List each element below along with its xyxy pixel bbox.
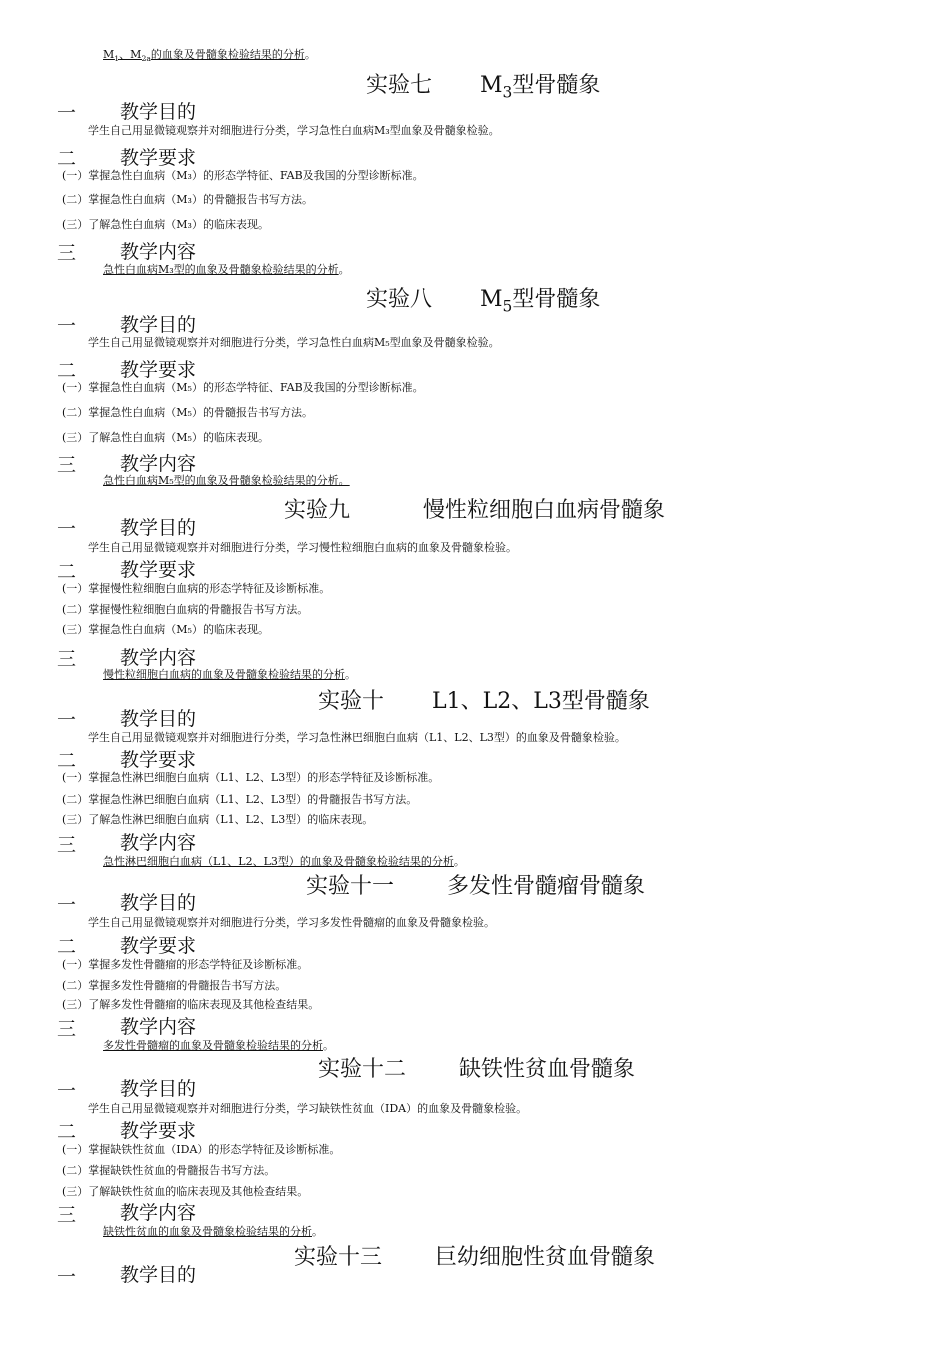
requirement-item: (一）掌握缺铁性贫血（IDA）的形态学特征及诊断标准。 [62,1143,341,1156]
section-number: 一 [57,1080,77,1102]
requirements-heading: 教学要求 [120,147,197,169]
section-number: 三 [57,454,77,476]
section-number: 三 [57,834,77,856]
objective-text: 学生自己用显微镜观察并对细胞进行分类，学习急性白血病M₃型血象及骨髓象检验。 [88,124,500,137]
requirements-heading: 教学要求 [120,359,197,381]
content-heading: 教学内容 [120,241,197,263]
content-text: 多发性骨髓瘤的血象及骨髓象检验结果的分析。 [103,1039,334,1052]
content-heading: 教学内容 [120,832,197,854]
content-text: 慢性粒细胞白血病的血象及骨髓象检验结果的分析。 [103,668,356,681]
section-number: 二 [57,561,77,583]
content-text: 急性白血病M₅型的血象及骨髓象检验结果的分析。 [103,474,350,487]
section-number: 一 [57,102,77,124]
requirement-item: (二）掌握多发性骨髓瘤的骨髓报告书写方法。 [62,979,287,992]
section-number: 一 [57,1266,77,1288]
section-number: 一 [57,518,77,540]
objective-heading: 教学目的 [120,517,197,539]
objective-text: 学生自己用显微镜观察并对细胞进行分类，学习慢性粒细胞白血病的血象及骨髓象检验。 [88,541,517,554]
requirement-item: (二）掌握急性白血病（M₅）的骨髓报告书写方法。 [62,406,313,419]
requirement-item: (三）了解急性白血病（M₃）的临床表现。 [62,218,269,231]
section-number: 三 [57,648,77,670]
content-heading: 教学内容 [120,647,197,669]
requirement-item: (二）掌握急性白血病（M₃）的骨髓报告书写方法。 [62,193,313,206]
content-text: 急性白血病M₃型的血象及骨髓象检验结果的分析。 [103,263,350,276]
section-number: 二 [57,148,77,170]
requirement-item: (三）了解急性白血病（M₅）的临床表现。 [62,431,269,444]
section-number: 二 [57,1121,77,1143]
content-heading: 教学内容 [120,1016,197,1038]
content-heading: 教学内容 [120,453,197,475]
objective-heading: 教学目的 [120,892,197,914]
objective-heading: 教学目的 [120,314,197,336]
requirement-item: (二）掌握慢性粒细胞白血病的骨髓报告书写方法。 [62,603,309,616]
requirement-item: (二）掌握急性淋巴细胞白血病（L1、L2、L3型）的骨髓报告书写方法。 [62,793,418,806]
section-number: 三 [57,1018,77,1040]
content-text: 缺铁性贫血的血象及骨髓象检验结果的分析。 [103,1225,323,1238]
requirement-item: (三）了解多发性骨髓瘤的临床表现及其他检查结果。 [62,998,320,1011]
requirement-item: (三）掌握急性白血病（M₅）的临床表现。 [62,623,269,636]
objective-text: 学生自己用显微镜观察并对细胞进行分类，学习急性白血病M₅型血象及骨髓象检验。 [88,336,500,349]
requirements-heading: 教学要求 [120,559,197,581]
objective-heading: 教学目的 [120,1264,197,1286]
requirements-heading: 教学要求 [120,749,197,771]
requirements-heading: 教学要求 [120,1120,197,1142]
section-number: 三 [57,242,77,264]
objective-heading: 教学目的 [120,1078,197,1100]
section-number: 一 [57,315,77,337]
requirements-heading: 教学要求 [120,935,197,957]
objective-text: 学生自己用显微镜观察并对细胞进行分类，学习多发性骨髓瘤的血象及骨髓象检验。 [88,916,495,929]
section-number: 三 [57,1204,77,1226]
objective-text: 学生自己用显微镜观察并对细胞进行分类，学习缺铁性贫血（IDA）的血象及骨髓象检验。 [88,1102,528,1115]
requirement-item: (三）了解急性淋巴细胞白血病（L1、L2、L3型）的临床表现。 [62,813,374,826]
requirement-item: (一）掌握慢性粒细胞白血病的形态学特征及诊断标准。 [62,582,331,595]
content-text: 急性淋巴细胞白血病（L1、L2、L3型）的血象及骨髓象检验结果的分析。 [103,855,465,868]
objective-heading: 教学目的 [120,101,197,123]
carryover-line: $M_1$、$M_{2a}$的血象及骨髓象检验结果的分析。 [103,48,316,64]
objective-heading: 教学目的 [120,708,197,730]
section-number: 二 [57,360,77,382]
requirement-item: (一）掌握急性白血病（M₅）的形态学特征、FAB及我国的分型诊断标准。 [62,381,424,394]
section-number: 二 [57,750,77,772]
section-number: 一 [57,894,77,916]
requirement-item: (一）掌握急性白血病（M₃）的形态学特征、FAB及我国的分型诊断标准。 [62,169,424,182]
requirement-item: (一）掌握急性淋巴细胞白血病（L1、L2、L3型）的形态学特征及诊断标准。 [62,771,440,784]
section-number: 二 [57,936,77,958]
objective-text: 学生自己用显微镜观察并对细胞进行分类，学习急性淋巴细胞白血病（L1、L2、L3型）的血象及骨髓象检验。 [88,731,626,744]
requirement-item: (一）掌握多发性骨髓瘤的形态学特征及诊断标准。 [62,958,309,971]
content-heading: 教学内容 [120,1202,197,1224]
requirement-item: (三）了解缺铁性贫血的临床表现及其他检查结果。 [62,1185,309,1198]
requirement-item: (二）掌握缺铁性贫血的骨髓报告书写方法。 [62,1164,276,1177]
section-number: 一 [57,709,77,731]
